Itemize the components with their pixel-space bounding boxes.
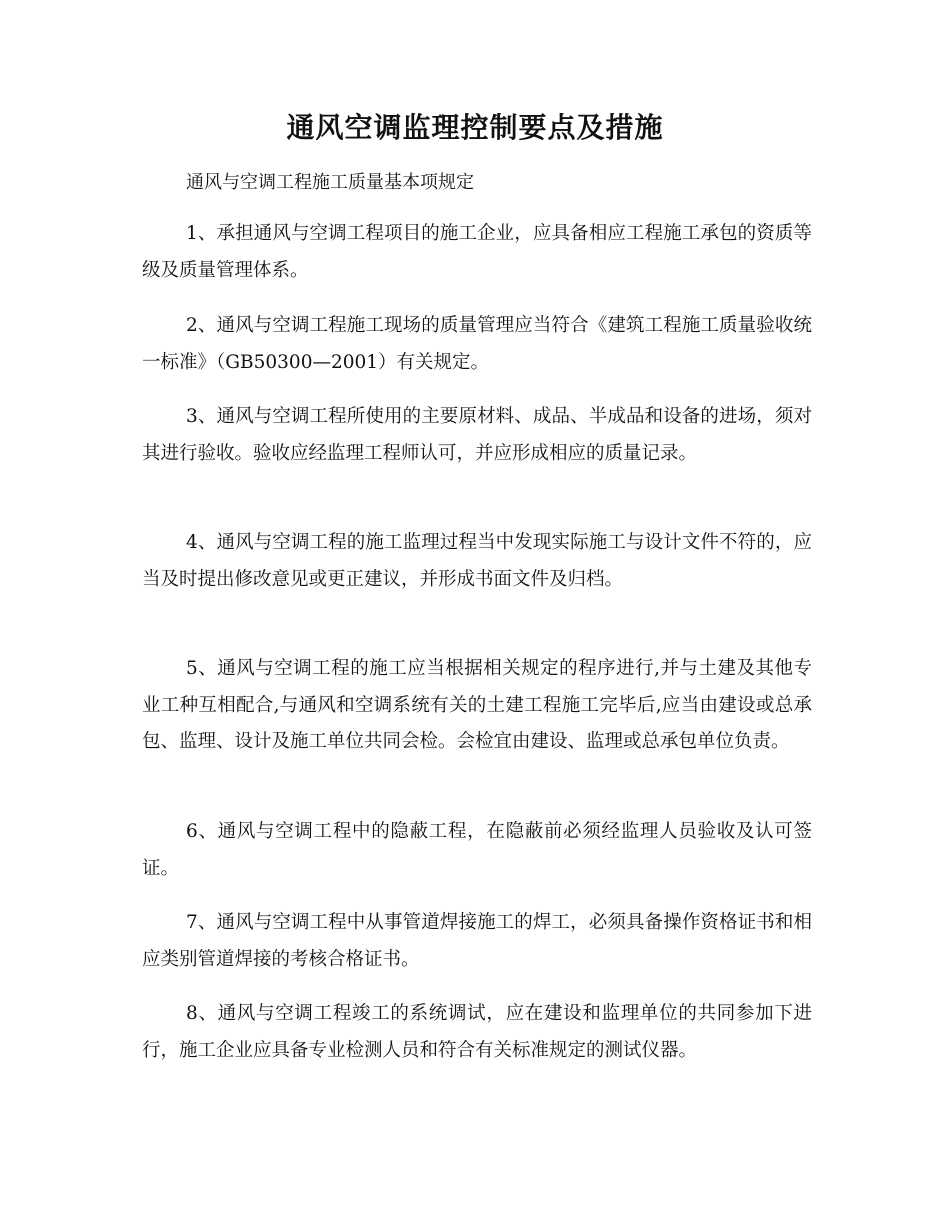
paragraph-4: 4、通风与空调工程的施工监理过程当中发现实际施工与设计文件不符的，应当及时提出修改意见或更正建议，并形成书面文件及归档。 [142, 532, 812, 590]
paragraph-8: 8、通风与空调工程竣工的系统调试，应在建设和监理单位的共同参加下进行，施工企业应具备专业检测人员和符合有关标准规定的测试仪器。 [142, 1003, 812, 1061]
paragraph-5: 5、通风与空调工程的施工应当根据相关规定的程序进行,并与土建及其他专业工种互相配合,与通风和空调系统有关的土建工程施工完毕后,应当由建设或总承包、监理、设计及施工单位共同会检。会检宜由建设、监理或总承包单位负责。 [142, 658, 812, 752]
paragraph-3: 3、通风与空调工程所使用的主要原材料、成品、半成品和设备的进场，须对其进行验收。验收应经监理工程师认可，并应形成相应的质量记录。 [142, 406, 812, 464]
paragraph-6: 6、通风与空调工程中的隐蔽工程，在隐蔽前必须经监理人员验收及认可签证。 [142, 821, 812, 879]
paragraph-7: 7、通风与空调工程中从事管道焊接施工的焊工，必须具备操作资格证书和相应类别管道焊接的考核合格证书。 [142, 912, 812, 970]
section-heading: 通风与空调工程施工质量基本项规定 [186, 172, 474, 193]
document-title: 通风空调监理控制要点及措施 [286, 111, 664, 144]
paragraph-2: 2、通风与空调工程施工现场的质量管理应当符合《建筑工程施工质量验收统一标准》（GB50300—2001）有关规定。 [142, 315, 812, 373]
paragraph-1: 1、承担通风与空调工程项目的施工企业，应具备相应工程施工承包的资质等级及质量管理体系。 [142, 223, 812, 281]
